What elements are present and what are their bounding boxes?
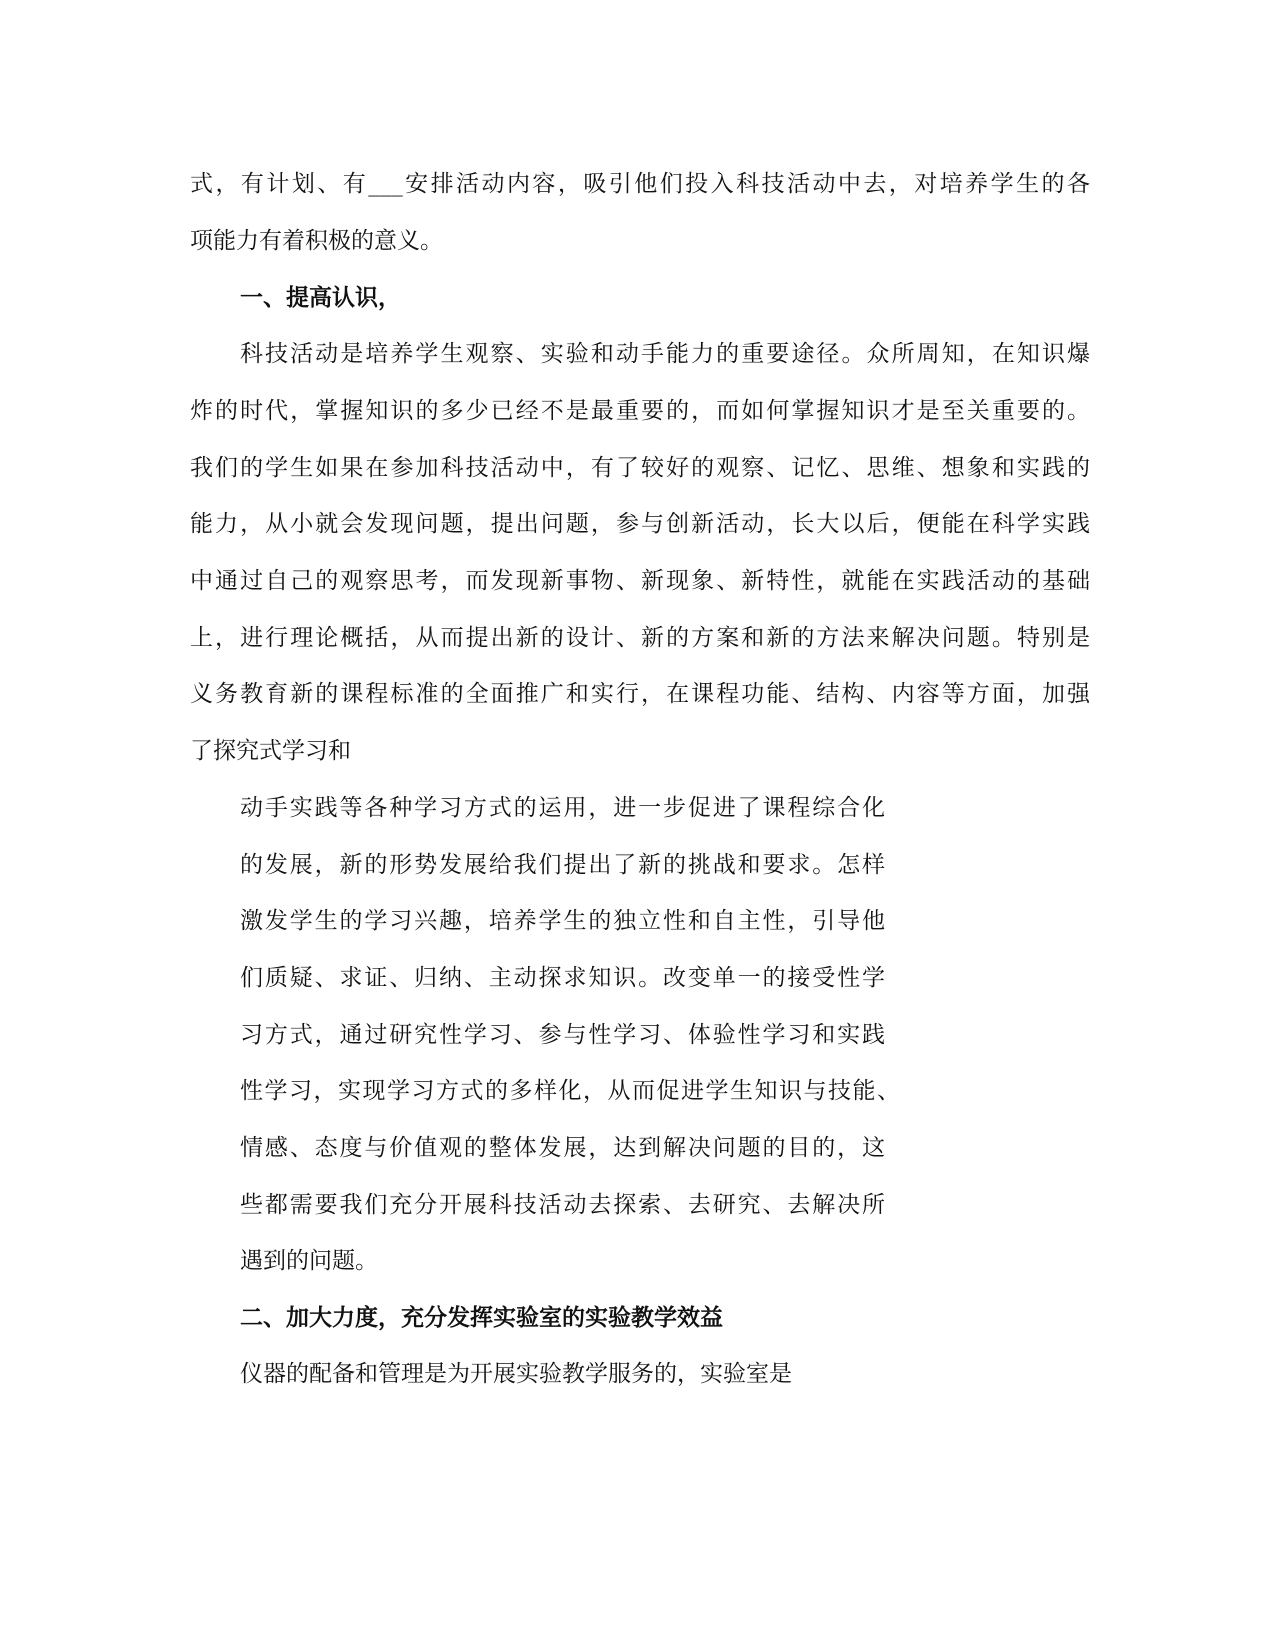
- body-text-line: 习方式，通过研究性学习、参与性学习、体验性学习和实践: [240, 1022, 885, 1048]
- body-text-line: 性学习，实现学习方式的多样化，从而促进学生知识与技能、: [240, 1078, 900, 1104]
- section-heading: 一、提高认识，: [240, 284, 401, 311]
- body-text-line: 炸的时代，掌握知识的多少已经不是最重要的，而如何掌握知识才是至关重要的。: [190, 398, 1090, 424]
- body-text-line: 上，进行理论概括，从而提出新的设计、新的方案和新的方法来解决问题。特别是: [190, 625, 1090, 651]
- body-text-line: 义务教育新的课程标准的全面推广和实行，在课程功能、结构、内容等方面，加强: [190, 681, 1090, 707]
- section-heading: 二、加大力度，充分发挥实验室的实验教学效益: [240, 1304, 723, 1331]
- body-text-line: 遇到的问题。: [240, 1248, 378, 1274]
- body-text-line: 我们的学生如果在参加科技活动中，有了较好的观察、记忆、思维、想象和实践的: [190, 455, 1090, 481]
- body-text-line: 动手实践等各种学习方式的运用，进一步促进了课程综合化: [240, 795, 885, 821]
- body-text-line: 式，有计划、有___安排活动内容，吸引他们投入科技活动中去，对培养学生的各: [190, 171, 1090, 197]
- body-text-line: 中通过自己的观察思考，而发现新事物、新现象、新特性，就能在实践活动的基础: [190, 568, 1090, 594]
- body-text-line: 了探究式学习和: [190, 738, 351, 764]
- body-text-line: 的发展，新的形势发展给我们提出了新的挑战和要求。怎样: [240, 852, 885, 878]
- body-text-line: 仪器的配备和管理是为开展实验教学服务的，实验室是: [240, 1361, 792, 1387]
- body-text-line: 项能力有着积极的意义。: [190, 228, 443, 254]
- body-text-line: 情感、态度与价值观的整体发展，达到解决问题的目的，这: [240, 1135, 885, 1161]
- body-text-line: 激发学生的学习兴趣，培养学生的独立性和自主性，引导他: [240, 908, 885, 934]
- body-text-line: 们质疑、求证、归纳、主动探求知识。改变单一的接受性学: [240, 965, 885, 991]
- body-text-line: 些都需要我们充分开展科技活动去探索、去研究、去解决所: [240, 1192, 885, 1218]
- body-text-line: 能力，从小就会发现问题，提出问题，参与创新活动，长大以后，便能在科学实践: [190, 511, 1090, 537]
- body-text-line: 科技活动是培养学生观察、实验和动手能力的重要途径。众所周知，在知识爆: [240, 341, 1090, 367]
